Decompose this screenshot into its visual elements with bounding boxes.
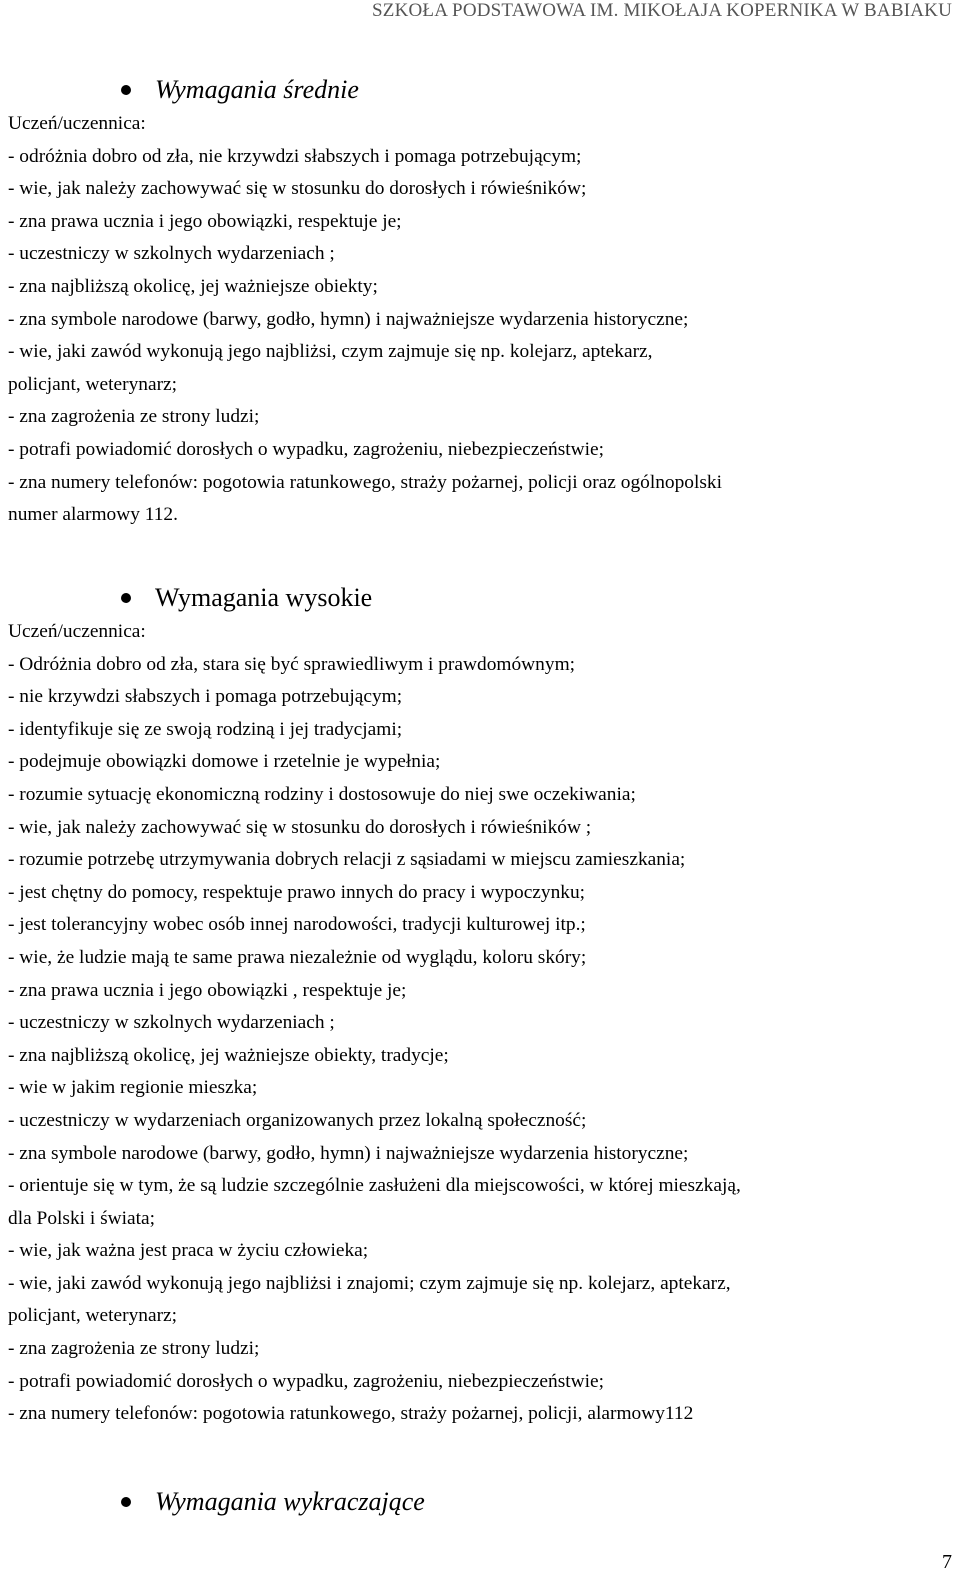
- list-item: - wie, jak należy zachowywać się w stosunku do dorosłych i rówieśników;: [8, 178, 587, 200]
- page-header: SZKOŁA PODSTAWOWA IM. MIKOŁAJA KOPERNIKA W BABIAKU: [372, 0, 952, 21]
- list-item: - wie, jaki zawód wykonują jego najbliżsi, czym zajmuje się np. kolejarz, aptekarz,: [8, 341, 653, 363]
- list-item: - zna symbole narodowe (barwy, godło, hymn) i najważniejsze wydarzenia historyczne;: [8, 308, 689, 330]
- requirements-list: [8, 616, 953, 1431]
- list-item: - jest chętny do pomocy, respektuje prawo innych do pracy i wypoczynku;: [8, 881, 586, 903]
- list-item: - uczestniczy w szkolnych wydarzeniach ;: [8, 243, 335, 265]
- list-item: - wie w jakim regionie mieszka;: [8, 1077, 258, 1099]
- list-item-continuation: dla Polski i świata;: [8, 1207, 156, 1229]
- list-item: - zna numery telefonów: pogotowia ratunkowego, straży pożarnej, policji oraz ogólnopolski: [8, 471, 723, 493]
- list-item: - odróżnia dobro od zła, nie krzywdzi słabszych i pomaga potrzebującym;: [8, 145, 582, 167]
- requirements-list: [8, 108, 953, 532]
- list-item-continuation: policjant, weterynarz;: [8, 1305, 178, 1327]
- list-item: - zna najbliższą okolicę, jej ważniejsze obiekty, tradycje;: [8, 1044, 449, 1066]
- list-item: - zna zagrożenia ze strony ludzi;: [8, 406, 260, 428]
- section-intro: Uczeń/uczennica:: [8, 113, 146, 134]
- list-item: - Odróżnia dobro od zła, stara się być sprawiedliwym i prawdomównym;: [8, 653, 576, 675]
- list-item: - podejmuje obowiązki domowe i rzetelnie je wypełnia;: [8, 751, 441, 773]
- section-high-requirements: [8, 580, 953, 1431]
- list-item: - rozumie sytuację ekonomiczną rodziny i dostosowuje do niej swe oczekiwania;: [8, 783, 636, 805]
- section-heading: [8, 72, 953, 108]
- list-item: - uczestniczy w wydarzeniach organizowanych przez lokalną społeczność;: [8, 1109, 587, 1131]
- list-item: - zna najbliższą okolicę, jej ważniejsze obiekty;: [8, 275, 378, 297]
- list-item: - identyfikuje się ze swoją rodziną i jej tradycjami;: [8, 718, 403, 740]
- section-title: Wymagania średnie: [155, 75, 359, 104]
- list-item-continuation: numer alarmowy 112.: [8, 504, 178, 526]
- bullet-icon: [121, 593, 131, 603]
- bullet-icon: [121, 85, 131, 95]
- list-item: - rozumie potrzebę utrzymywania dobrych relacji z sąsiadami w miejscu zamieszkania;: [8, 849, 686, 871]
- section-heading: [8, 1484, 953, 1520]
- list-item: - zna symbole narodowe (barwy, godło, hymn) i najważniejsze wydarzenia historyczne;: [8, 1142, 689, 1164]
- section-exceeding-requirements: [8, 1484, 953, 1520]
- section-title: Wymagania wysokie: [155, 583, 373, 612]
- list-item: - wie, że ludzie mają te same prawa niezależnie od wyglądu, koloru skóry;: [8, 946, 587, 968]
- list-item: - potrafi powiadomić dorosłych o wypadku, zagrożeniu, niebezpieczeństwie;: [8, 1370, 605, 1392]
- list-item: - zna zagrożenia ze strony ludzi;: [8, 1338, 260, 1360]
- list-item: - uczestniczy w szkolnych wydarzeniach ;: [8, 1012, 335, 1034]
- section-intro: Uczeń/uczennica:: [8, 621, 146, 642]
- list-item: - zna numery telefonów: pogotowia ratunkowego, straży pożarnej, policji, alarmowy112: [8, 1403, 694, 1425]
- list-item: - wie, jaki zawód wykonują jego najbliżsi i znajomi; czym zajmuje się np. kolejarz, aptekarz,: [8, 1272, 731, 1294]
- bullet-icon: [121, 1497, 131, 1507]
- page-number: 7: [942, 1551, 952, 1573]
- list-item: - zna prawa ucznia i jego obowiązki, respektuje je;: [8, 210, 402, 232]
- list-item: - nie krzywdzi słabszych i pomaga potrzebującym;: [8, 686, 403, 708]
- section-heading: [8, 580, 953, 616]
- list-item: - orientuje się w tym, że są ludzie szczególnie zasłużeni dla miejscowości, w której mieszkają,: [8, 1175, 741, 1197]
- list-item: - potrafi powiadomić dorosłych o wypadku, zagrożeniu, niebezpieczeństwie;: [8, 438, 605, 460]
- list-item: - wie, jak ważna jest praca w życiu człowieka;: [8, 1240, 369, 1262]
- list-item: - wie, jak należy zachowywać się w stosunku do dorosłych i rówieśników ;: [8, 816, 592, 838]
- list-item: - zna prawa ucznia i jego obowiązki , respektuje je;: [8, 979, 407, 1001]
- list-item: - jest tolerancyjny wobec osób innej narodowości, tradycji kulturowej itp.;: [8, 914, 586, 936]
- list-item-continuation: policjant, weterynarz;: [8, 373, 178, 395]
- section-title: Wymagania wykraczające: [155, 1487, 425, 1516]
- section-medium-requirements: [8, 72, 953, 532]
